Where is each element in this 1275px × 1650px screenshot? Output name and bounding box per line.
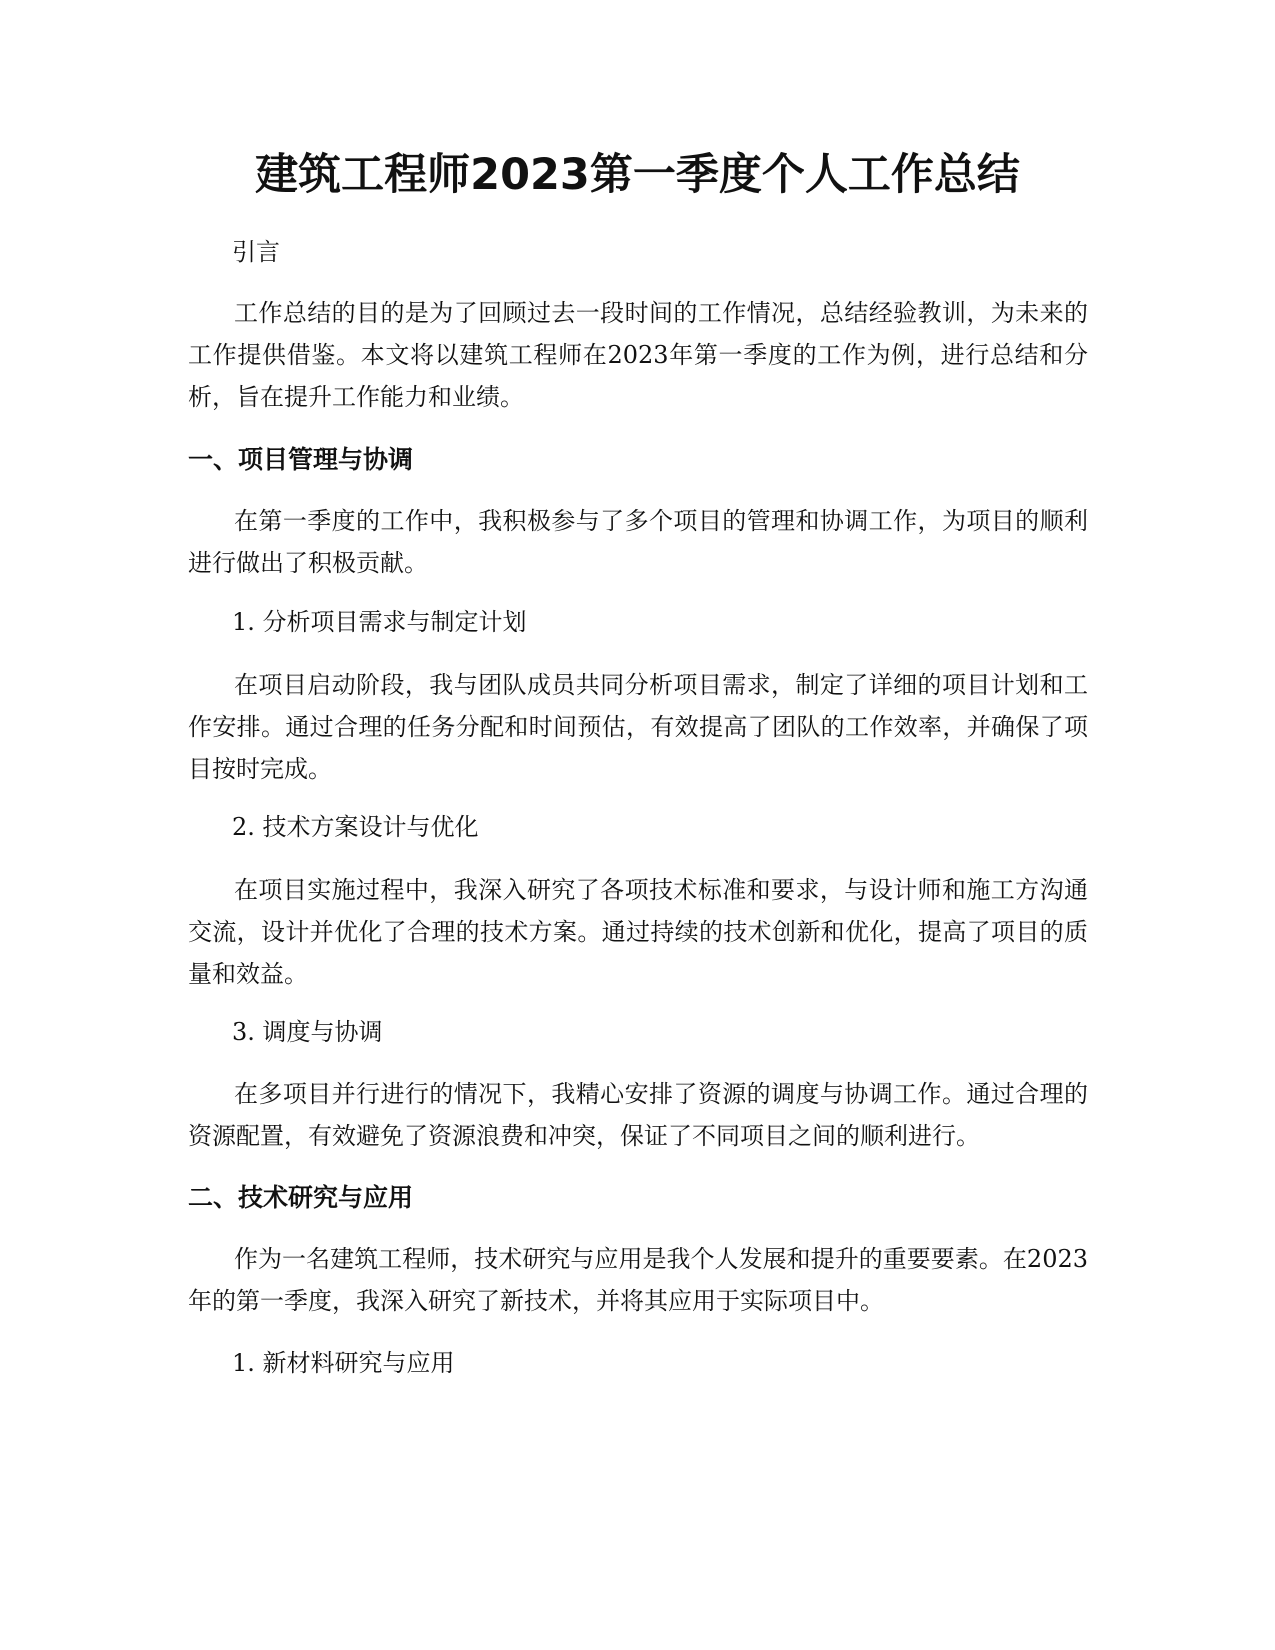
intro-label: 引言 — [232, 238, 280, 266]
section-1-item-3-text: 在多项目并行进行的情况下，我精心安排了资源的调度与协调工作。通过合理的资源配置，有效避免了资源浪费和冲突，保证了不同项目之间的顺利进行。 — [188, 1080, 1088, 1150]
section-1-item-2-text: 在项目实施过程中，我深入研究了各项技术标准和要求，与设计师和施工方沟通交流，设计并优化了合理的技术方案。通过持续的技术创新和优化，提高了项目的质量和效益。 — [188, 876, 1088, 988]
section-1-item-2-title: 2. 技术方案设计与优化 — [232, 813, 479, 841]
section-1-heading: 一、项目管理与协调 — [188, 445, 414, 474]
section-1-item-1-text: 在项目启动阶段，我与团队成员共同分析项目需求，制定了详细的项目计划和工作安排。通过合理的任务分配和时间预估，有效提高了团队的工作效率，并确保了项目按时完成。 — [188, 671, 1088, 783]
document-title: 建筑工程师2023第一季度个人工作总结 — [255, 150, 1020, 200]
section-2-heading: 二、技术研究与应用 — [188, 1183, 414, 1212]
section-1-intro: 在第一季度的工作中，我积极参与了多个项目的管理和协调工作，为项目的顺利进行做出了积极贡献。 — [188, 507, 1088, 577]
section-2-intro: 作为一名建筑工程师，技术研究与应用是我个人发展和提升的重要要素。在2023年的第一季度，我深入研究了新技术，并将其应用于实际项目中。 — [188, 1245, 1088, 1315]
intro-paragraph: 工作总结的目的是为了回顾过去一段时间的工作情况，总结经验教训，为未来的工作提供借鉴。本文将以建筑工程师在2023年第一季度的工作为例，进行总结和分析，旨在提升工作能力和业绩。 — [188, 299, 1088, 411]
section-2-item-1-title: 1. 新材料研究与应用 — [232, 1349, 455, 1377]
section-1-item-1-title: 1. 分析项目需求与制定计划 — [232, 608, 527, 636]
section-1-item-3-title: 3. 调度与协调 — [232, 1018, 383, 1046]
